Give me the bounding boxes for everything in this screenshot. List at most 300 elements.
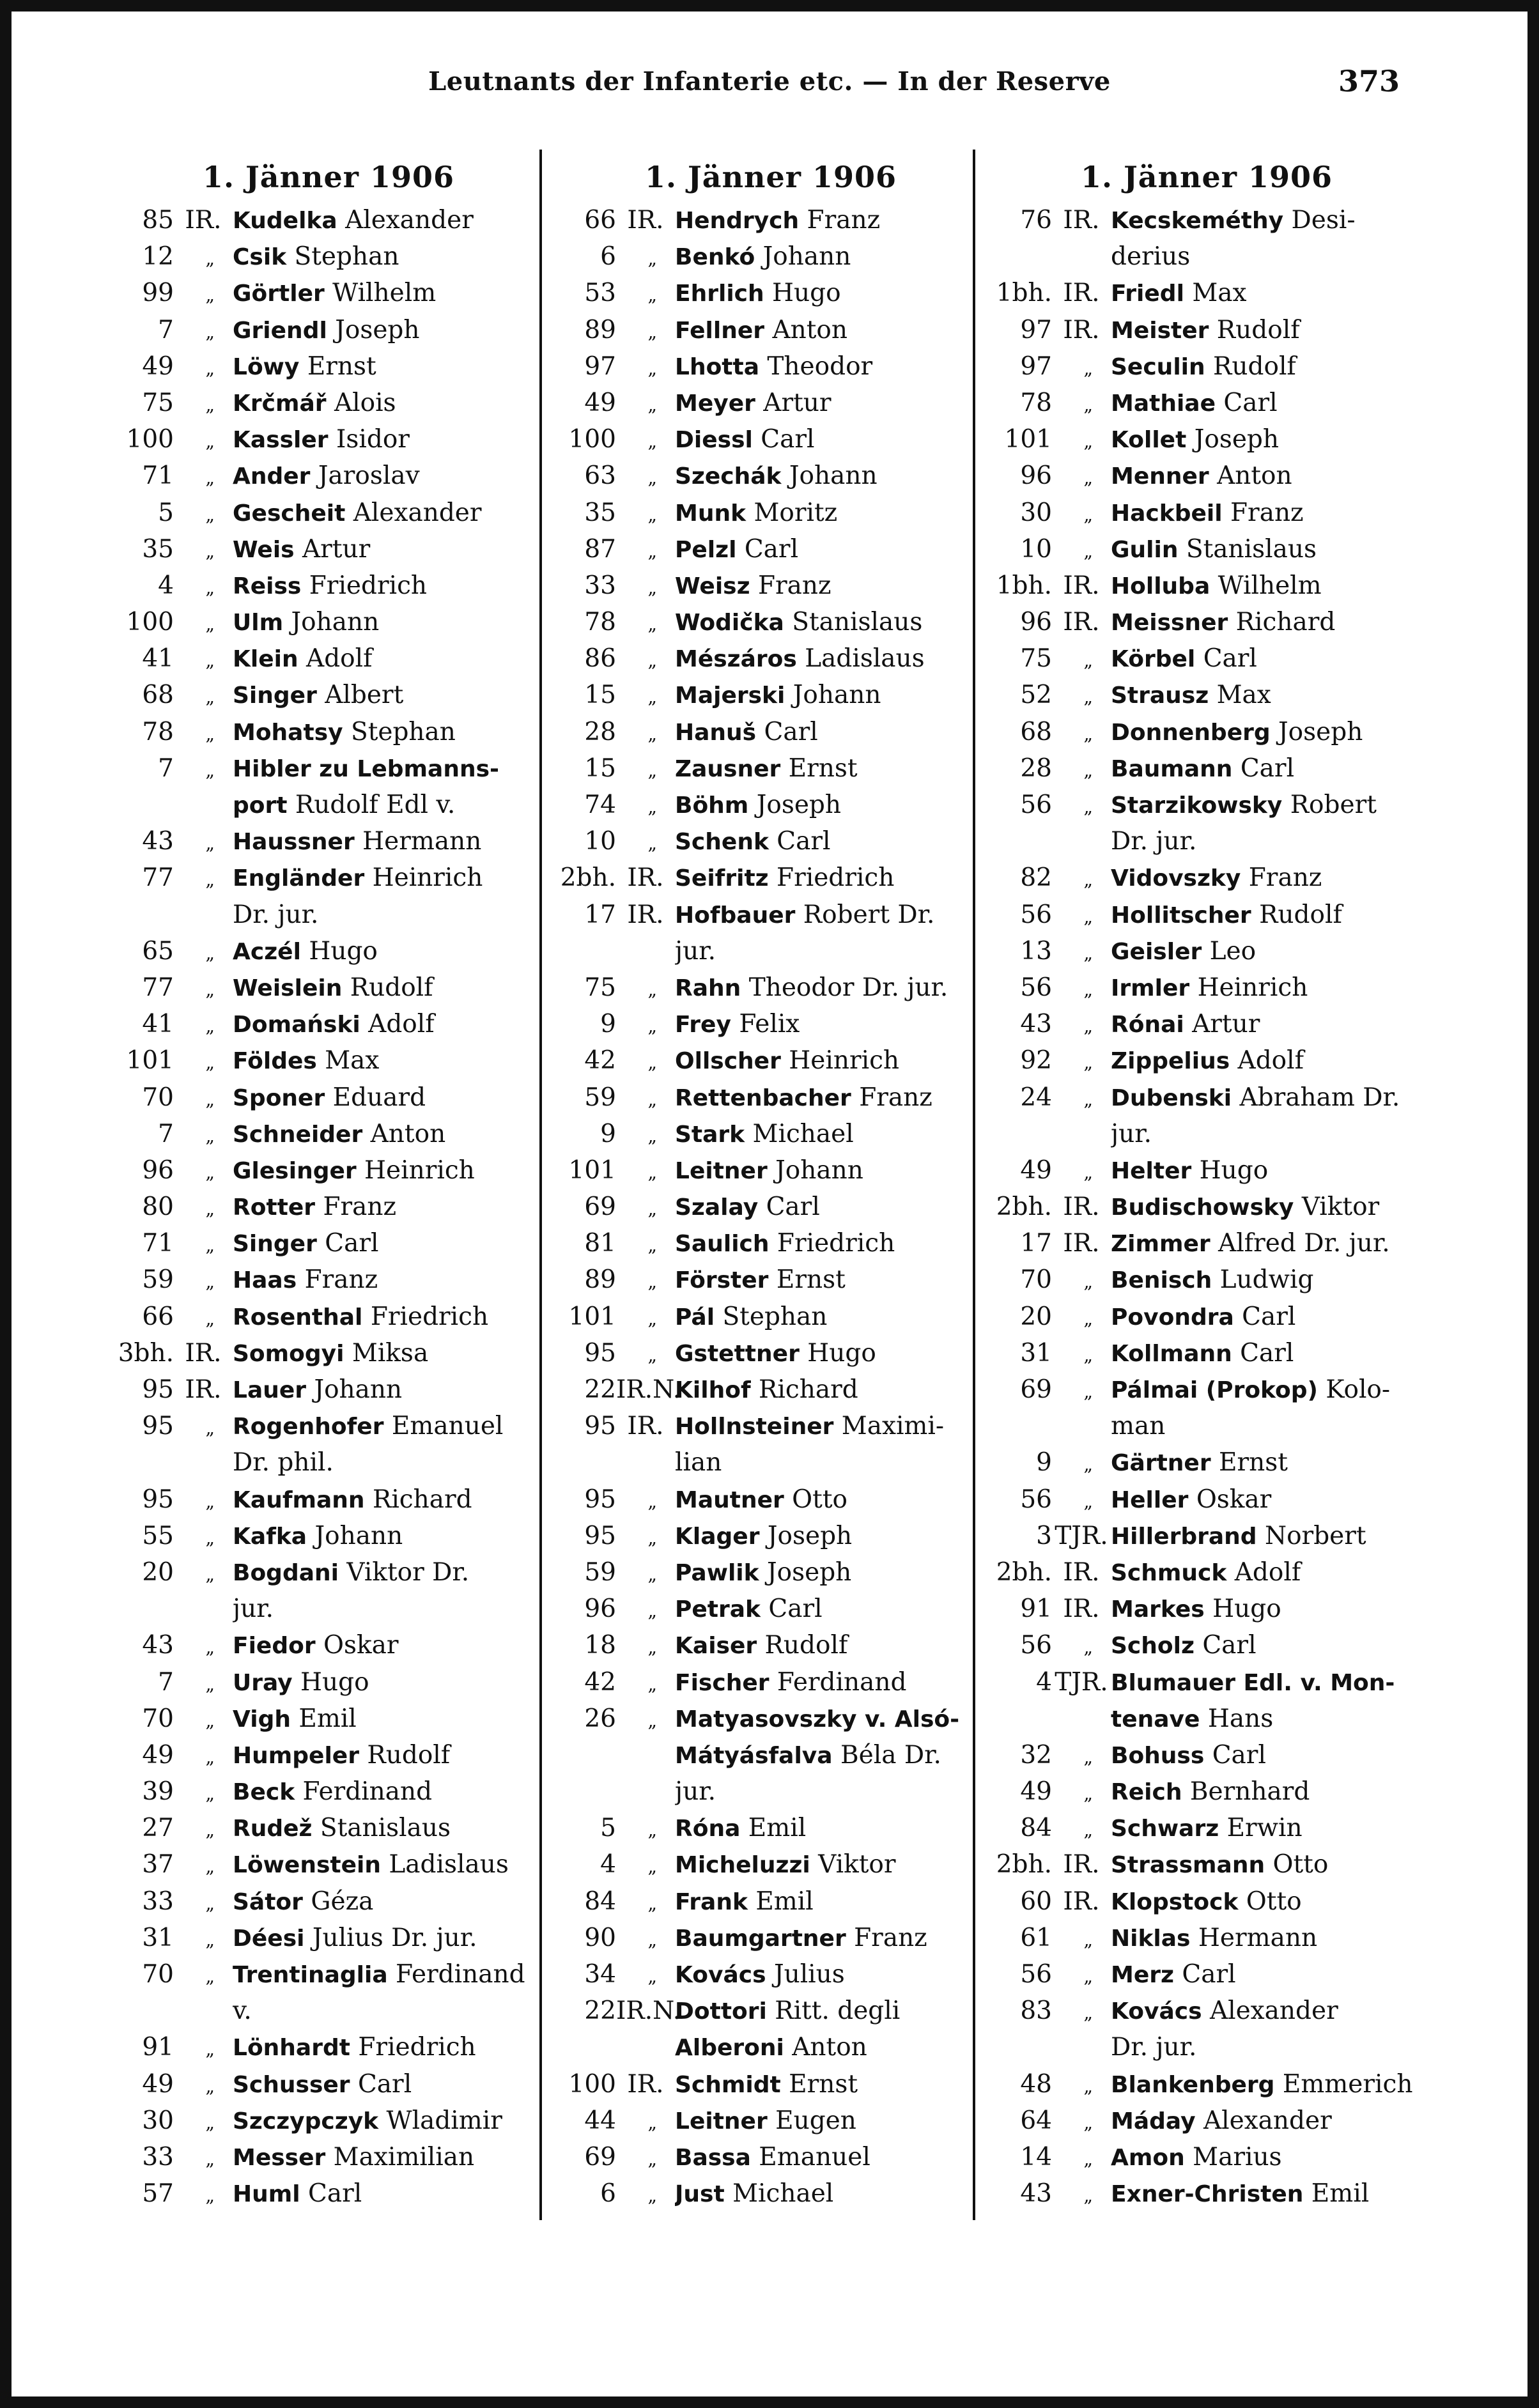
list-item: [996, 897, 1418, 933]
unit-abbrev: „: [205, 2111, 215, 2133]
officer-name: [675, 567, 982, 605]
surname: Kafka: [233, 1523, 307, 1550]
list-item: [996, 1591, 1418, 1627]
surname: Fischer: [675, 1669, 770, 1696]
regiment-number: 66: [584, 206, 616, 235]
officer-name: [1111, 2066, 1418, 2103]
unit-abbrev: „: [1083, 869, 1093, 891]
surname: Alberoni: [675, 2035, 784, 2062]
regiment-number: 84: [1020, 1814, 1052, 1843]
surname: Kollmann: [1111, 1340, 1232, 1367]
regiment-number: 3bh.: [118, 1338, 174, 1368]
regiment-number: 49: [1020, 1777, 1052, 1807]
surname: Róna: [675, 1816, 741, 1842]
regiment-number: 1bh.: [996, 571, 1052, 600]
surname: Kovács: [1111, 1998, 1202, 2025]
officer-name: [1111, 1262, 1418, 1299]
given-name: Desi-: [1291, 206, 1356, 235]
regiment-number: 68: [142, 681, 174, 710]
given-name: Oskar: [1196, 1485, 1272, 1514]
officer-name: [675, 1262, 982, 1299]
surname: Humpeler: [233, 1742, 359, 1769]
given-name: Dr. jur.: [233, 900, 319, 929]
regiment-number: 68: [1020, 717, 1052, 746]
regiment-number: 100: [568, 2069, 616, 2099]
officer-name: [1111, 750, 1418, 787]
surname: Strausz: [1111, 683, 1209, 709]
list-item: [118, 1262, 539, 1298]
surname: Majerski: [675, 683, 785, 709]
list-item: [996, 1408, 1418, 1444]
officer-name: [1111, 1116, 1418, 1153]
surname: Hollitscher: [1111, 902, 1251, 929]
unit-abbrev: „: [1083, 431, 1093, 452]
surname: Schmidt: [675, 2071, 781, 2098]
unit-abbrev: IR.: [1063, 1887, 1100, 1916]
surname: Donnenberg: [1111, 719, 1271, 746]
surname: Vidovszky: [1111, 865, 1241, 892]
officer-name: [233, 2066, 539, 2103]
officer-name: [233, 1883, 539, 1920]
surname: Rónai: [1111, 1012, 1184, 1038]
regiment-number: 41: [142, 644, 174, 674]
list-item: [118, 1006, 539, 1042]
list-item: [996, 1371, 1418, 1408]
given-name: jur.: [1111, 1119, 1152, 1148]
unit-abbrev: „: [205, 1308, 215, 1329]
regiment-number: 2bh.: [996, 1557, 1052, 1587]
unit-abbrev: „: [1083, 1088, 1093, 1110]
surname: Schneider: [233, 1121, 363, 1148]
regiment-number: 28: [1020, 753, 1052, 783]
list-item: [118, 1299, 539, 1335]
regiment-number: 14: [1020, 2142, 1052, 2172]
given-name: Alexander: [345, 206, 474, 235]
unit-abbrev: „: [205, 942, 215, 964]
unit-abbrev: „: [1083, 1344, 1093, 1366]
regiment-number: 71: [142, 1229, 174, 1258]
officer-name: [233, 1956, 539, 1993]
officer-name: [1111, 1299, 1418, 1336]
surname: Dottori: [675, 1998, 767, 2025]
given-name: Alexander: [1203, 2106, 1332, 2135]
given-name: Hugo: [1199, 1155, 1269, 1185]
given-name: Theodor Dr. jur.: [748, 973, 948, 1002]
unit-abbrev: „: [205, 833, 215, 854]
officer-name: [233, 421, 539, 458]
surname: Csik: [233, 244, 287, 271]
officer-name: [1111, 1993, 1418, 2030]
list-item: [560, 677, 982, 713]
surname: Hollnsteiner: [675, 1414, 834, 1440]
list-item: [118, 1883, 539, 1920]
regiment-number: 95: [584, 1338, 616, 1368]
surname: Klein: [233, 646, 298, 673]
officer-name: [233, 2029, 539, 2066]
surname: Hendrych: [675, 208, 800, 234]
surname: Meissner: [1111, 610, 1228, 637]
unit-abbrev: IR.N.: [616, 1996, 681, 2026]
unit-abbrev: „: [205, 2185, 215, 2207]
regiment-number: 86: [584, 644, 616, 674]
list-item: [560, 2175, 982, 2212]
officer-name: [233, 2103, 539, 2140]
list-item: [560, 1920, 982, 1956]
regiment-number: 49: [142, 351, 174, 381]
surname: Schwarz: [1111, 1816, 1219, 1842]
list-item: [996, 1189, 1418, 1225]
surname: Löwy: [233, 353, 300, 380]
list-item: [118, 1591, 539, 1627]
list-item: [560, 2029, 982, 2065]
officer-name: [675, 933, 982, 970]
list-item: [560, 2139, 982, 2175]
regiment-number: 6: [600, 2179, 616, 2209]
officer-name: [675, 750, 982, 787]
list-item: [996, 2103, 1418, 2139]
surname: Kudelka: [233, 208, 337, 234]
officer-name: [1111, 1371, 1418, 1409]
unit-abbrev: IR.: [1063, 206, 1100, 235]
officer-name: [675, 1591, 982, 1628]
surname: Reiss: [233, 573, 302, 599]
regiment-number: 49: [142, 1740, 174, 1770]
surname: Rettenbacher: [675, 1084, 851, 1111]
regiment-number: 1bh.: [996, 279, 1052, 308]
given-name: Otto: [1272, 1850, 1329, 1879]
given-name: Joseph: [756, 791, 842, 819]
regiment-number: 57: [142, 2179, 174, 2209]
list-item: [996, 1225, 1418, 1262]
unit-abbrev: „: [647, 540, 657, 562]
officer-name: [1111, 1042, 1418, 1079]
surname: Kovács: [675, 1962, 766, 1988]
list-item: [118, 1773, 539, 1810]
given-name: Friedrich: [358, 2033, 476, 2062]
given-name: Robert Dr.: [803, 900, 935, 929]
given-name: Abraham Dr.: [1239, 1083, 1400, 1112]
given-name: Wladimir: [386, 2106, 502, 2135]
list-item: [996, 1627, 1418, 1663]
list-item: [118, 567, 539, 604]
unit-abbrev: „: [205, 2075, 215, 2097]
column-heading: 1. Jänner 1906: [202, 160, 455, 194]
officer-name: [233, 823, 539, 860]
surname: Körbel: [1111, 646, 1196, 673]
surname: Mohatsy: [233, 719, 343, 746]
given-name: Otto: [792, 1485, 847, 1514]
list-item: [560, 1956, 982, 1993]
regiment-number: 7: [158, 753, 174, 783]
surname: Ehrlich: [675, 281, 764, 307]
list-item: [118, 1152, 539, 1189]
given-name: Friedrich: [777, 1229, 895, 1258]
regiment-number: 77: [142, 973, 174, 1002]
regiment-number: 49: [142, 2069, 174, 2099]
list-item: [118, 312, 539, 348]
unit-abbrev: „: [647, 796, 657, 817]
given-name: Otto: [1246, 1887, 1302, 1916]
regiment-number: 95: [142, 1412, 174, 1441]
officer-name: [233, 1810, 539, 1847]
given-name: Béla Dr.: [840, 1740, 941, 1770]
unit-abbrev: „: [205, 1892, 215, 1914]
given-name: Heinrich: [372, 863, 483, 893]
list-item: [560, 1737, 982, 1773]
list-item: [996, 1444, 1418, 1481]
regiment-number: 12: [142, 242, 174, 272]
given-name: Carl: [1182, 1960, 1236, 1989]
list-item: [118, 969, 539, 1006]
list-item: [560, 495, 982, 531]
unit-abbrev: „: [205, 1966, 215, 1987]
unit-abbrev: „: [205, 1637, 215, 1658]
surname: Schusser: [233, 2071, 350, 2098]
officer-name: [1111, 1737, 1418, 1774]
surname: Mátyásfalva: [675, 1742, 833, 1769]
unit-abbrev: „: [1083, 1052, 1093, 1074]
list-item: [118, 604, 539, 640]
list-item: [560, 897, 982, 933]
surname: Vigh: [233, 1706, 291, 1733]
surname: Gulin: [1111, 536, 1179, 563]
list-item: [996, 640, 1418, 677]
given-name: Marius: [1193, 2142, 1282, 2172]
officer-name: [1111, 677, 1418, 714]
column-1: [118, 157, 539, 2212]
list-item: [560, 1591, 982, 1627]
officer-name: [675, 1737, 982, 1774]
list-item: [560, 1664, 982, 1701]
list-item: [560, 2066, 982, 2103]
officer-name: [675, 1883, 982, 1920]
officer-name: [233, 1737, 539, 1774]
surname: Ulm: [233, 610, 284, 637]
unit-abbrev: „: [205, 394, 215, 415]
given-name: Hugo: [309, 936, 378, 966]
unit-abbrev: „: [647, 1966, 657, 1987]
unit-abbrev: „: [647, 759, 657, 781]
officer-name: [1111, 275, 1418, 312]
officer-name: [233, 531, 539, 568]
given-name: Ludwig: [1219, 1265, 1314, 1295]
regiment-number: 69: [1020, 1375, 1052, 1404]
list-item: [118, 714, 539, 750]
given-name: Carl: [325, 1229, 379, 1258]
unit-abbrev: IR.: [1063, 608, 1100, 637]
regiment-number: 41: [142, 1010, 174, 1039]
unit-abbrev: „: [1083, 1966, 1093, 1987]
regiment-number: 96: [1020, 461, 1052, 491]
regiment-number: 66: [142, 1302, 174, 1331]
officer-name: [1111, 1152, 1418, 1189]
officer-name: [1111, 1591, 1418, 1628]
given-name: Erwin: [1226, 1814, 1303, 1843]
officer-name: [675, 312, 982, 349]
list-item: [996, 1920, 1418, 1956]
given-name: Eduard: [332, 1083, 426, 1112]
regiment-number: 80: [142, 1192, 174, 1222]
surname: Mautner: [675, 1486, 784, 1513]
surname: Kilhof: [675, 1377, 751, 1403]
given-name: Friedrich: [777, 863, 895, 893]
regiment-number: 48: [1020, 2069, 1052, 2099]
surname: Fellner: [675, 317, 765, 344]
given-name: Anton: [792, 2033, 867, 2062]
officer-name: [675, 531, 982, 568]
officer-name: [675, 1701, 982, 1738]
list-item: [996, 531, 1418, 567]
list-item: [560, 1189, 982, 1225]
officer-name: [233, 969, 539, 1007]
officer-name: [675, 1116, 982, 1153]
unit-abbrev: „: [647, 1600, 657, 1622]
officer-name: [1111, 787, 1418, 824]
list-item: [996, 1335, 1418, 1371]
regiment-number: 55: [142, 1521, 174, 1550]
given-name: Ritt. degli: [775, 1996, 901, 2026]
list-item: [560, 1262, 982, 1298]
unit-abbrev: „: [205, 614, 215, 635]
list-item: [996, 677, 1418, 713]
list-item: [118, 495, 539, 531]
surname: Kecskeméthy: [1111, 208, 1284, 234]
unit-abbrev: „: [647, 321, 657, 343]
list-item: [118, 1846, 539, 1883]
surname: Amon: [1111, 2144, 1185, 2171]
given-name: Joseph: [1194, 425, 1280, 454]
surname: Pawlik: [675, 1559, 759, 1586]
officer-name: [1111, 1846, 1418, 1883]
regiment-number: 30: [1020, 498, 1052, 527]
surname: Szczypczyk: [233, 2108, 379, 2134]
given-name: Carl: [1240, 753, 1295, 783]
list-item: [118, 202, 539, 238]
officer-name: [1111, 2103, 1418, 2140]
surname: port: [233, 792, 288, 819]
unit-abbrev: „: [647, 1929, 657, 1950]
officer-name: [675, 1481, 982, 1518]
surname: Griendl: [233, 317, 327, 344]
surname: Ollscher: [675, 1048, 781, 1075]
surname: Meyer: [675, 390, 755, 417]
surname: Munk: [675, 500, 746, 527]
unit-abbrev: „: [205, 1088, 215, 1110]
officer-name: [233, 897, 539, 934]
officer-name: [1111, 1408, 1418, 1445]
officer-name: [1111, 933, 1418, 970]
officer-name: [1111, 1518, 1418, 1555]
given-name: Artur: [763, 388, 831, 417]
surname: Bogdani: [233, 1559, 339, 1586]
given-name: Wilhelm: [1218, 571, 1322, 600]
unit-abbrev: „: [647, 1088, 657, 1110]
given-name: Stanislaus: [1186, 534, 1317, 564]
given-name: man: [1111, 1412, 1166, 1441]
regiment-number: 82: [1020, 863, 1052, 893]
list-item: [560, 640, 982, 677]
unit-abbrev: „: [1083, 2148, 1093, 2170]
unit-abbrev: IR.: [185, 1375, 222, 1404]
surname: Lhotta: [675, 353, 760, 380]
officer-name: [233, 677, 539, 714]
list-item: [560, 823, 982, 860]
regiment-number: 77: [142, 863, 174, 893]
unit-abbrev: IR.: [627, 206, 664, 235]
surname: Déesi: [233, 1925, 305, 1952]
list-item: [996, 2175, 1418, 2212]
officer-name: [233, 1116, 539, 1153]
officer-name: [1111, 2175, 1418, 2212]
officer-name: [675, 1079, 982, 1116]
regiment-number: 92: [1020, 1046, 1052, 1076]
regiment-number: 31: [1020, 1338, 1052, 1368]
given-name: Carl: [764, 717, 818, 746]
list-item: [996, 2066, 1418, 2103]
unit-abbrev: „: [647, 431, 657, 452]
surname: Sponer: [233, 1084, 325, 1111]
unit-abbrev: „: [1083, 1929, 1093, 1950]
given-name: Franz: [1248, 863, 1322, 893]
unit-abbrev: „: [1083, 978, 1093, 1000]
given-name: Carl: [1203, 644, 1257, 674]
officer-name: [233, 750, 539, 787]
entry-list: [560, 202, 982, 2212]
list-item: [118, 897, 539, 933]
list-item: [560, 1371, 982, 1408]
officer-name: [1111, 495, 1418, 532]
given-name: Richard: [759, 1375, 858, 1404]
regiment-number: 70: [142, 1083, 174, 1112]
officer-name: [1111, 458, 1418, 495]
given-name: jur.: [675, 1777, 716, 1807]
list-item: [560, 238, 982, 275]
list-item: [996, 275, 1418, 311]
given-name: Stephan: [294, 242, 399, 272]
unit-abbrev: IR.N.: [616, 1375, 681, 1404]
officer-name: [675, 1664, 982, 1701]
surname: Hofbauer: [675, 902, 796, 929]
regiment-number: 59: [584, 1083, 616, 1112]
given-name: Anton: [1217, 461, 1292, 491]
officer-name: [675, 677, 982, 714]
regiment-number: 83: [1020, 1996, 1052, 2026]
officer-name: [1111, 640, 1418, 677]
surname: Irmler: [1111, 975, 1190, 1001]
regiment-number: 5: [158, 498, 174, 527]
surname: Benisch: [1111, 1267, 1212, 1294]
regiment-number: 43: [1020, 1010, 1052, 1039]
given-name: Adolf: [368, 1010, 435, 1039]
regiment-number: 30: [142, 2106, 174, 2135]
officer-name: [675, 385, 982, 422]
surname: Kassler: [233, 427, 329, 454]
surname: Friedl: [1111, 281, 1184, 307]
list-item: [560, 1042, 982, 1079]
regiment-number: 76: [1020, 206, 1052, 235]
given-name: Carl: [777, 827, 831, 856]
unit-abbrev: „: [647, 1052, 657, 1074]
officer-name: [233, 933, 539, 970]
unit-abbrev: „: [1083, 1490, 1093, 1512]
surname: Diessl: [675, 427, 753, 454]
list-item: [118, 1701, 539, 1737]
unit-abbrev: „: [1083, 1819, 1093, 1841]
regiment-number: 44: [584, 2106, 616, 2135]
officer-name: [233, 238, 539, 275]
list-item: [996, 202, 1418, 238]
list-item: [560, 1846, 982, 1883]
